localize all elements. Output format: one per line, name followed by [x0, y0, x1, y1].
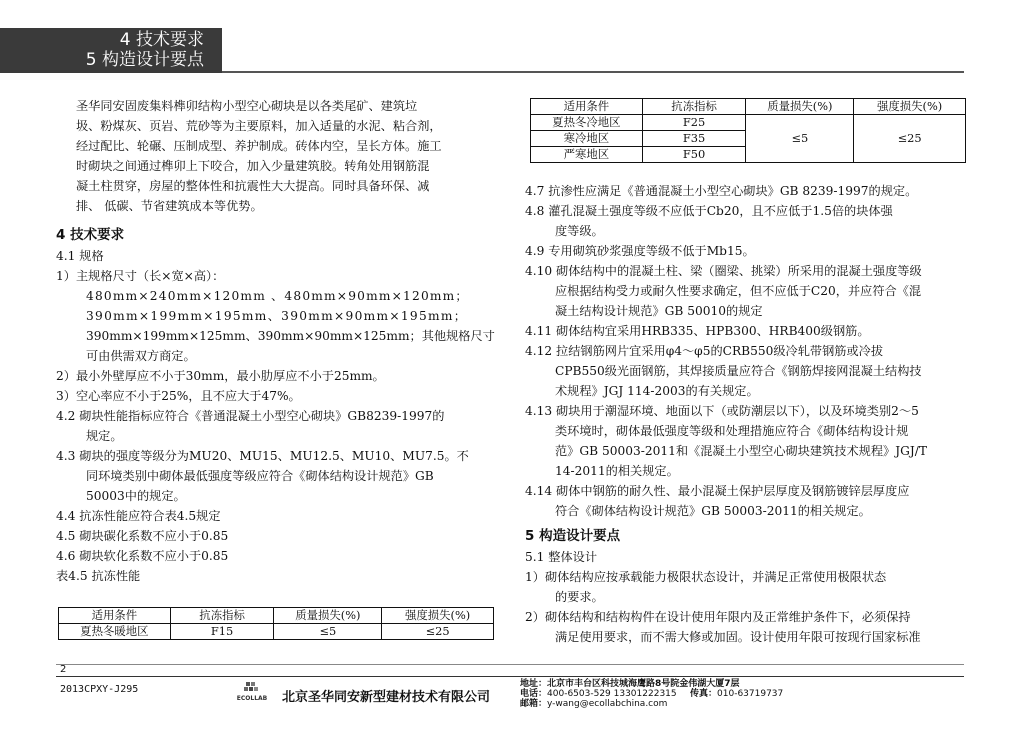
- header-line-2: 5 构造设计要点: [85, 50, 204, 70]
- clause-4-9: 4.9 专用砌筑砂浆强度等级不低于Mb15。: [525, 244, 755, 258]
- clause-4-6: 4.6 砌块软化系数不应小于0.85: [56, 549, 229, 563]
- section-5-title: 5 构造设计要点: [525, 528, 621, 544]
- header-rule: [222, 71, 964, 73]
- clause-5-1-1: 1）砌体结构应按承载能力极限状态设计，并满足正常使用极限状态: [525, 570, 887, 584]
- left-column: [56, 96, 496, 586]
- footer-rule: [56, 676, 964, 677]
- intro-line: 经过配比、轮碾、压制成型、养护制成。砖体内空，呈长方体。施工: [76, 139, 442, 153]
- table-cell: 夏热冬冷地区: [531, 115, 643, 131]
- contact-block: [520, 679, 784, 709]
- clause-4-13-cont: 范》GB 50003-2011和《混凝土小型空心砌块建筑技术规程》JGJ/T: [555, 444, 927, 458]
- address-label: 地址：: [520, 679, 548, 689]
- table-caption: 表4.5 抗冻性能: [56, 569, 141, 583]
- phone: 400-6503-529 13301222315: [547, 689, 677, 699]
- clause-4-13-cont: 类环境时，砌体最低强度等级和处理措施应符合《砌体结构设计规: [555, 424, 909, 438]
- table-cell: ≤25: [382, 624, 494, 640]
- intro-line: 圾、粉煤灰、页岩、荒砂等为主要原料，加入适量的水泥、粘合剂，: [76, 119, 442, 133]
- table-cell: F15: [170, 624, 274, 640]
- clause-5-1-1-cont: 的要求。: [555, 590, 604, 604]
- table-header: 抗冻指标: [642, 99, 746, 115]
- clause-4-10: 4.10 砌体结构中的混凝土柱、梁（圈梁、挑梁）所采用的混凝土强度等级: [525, 264, 922, 278]
- table-cell: F35: [642, 131, 746, 147]
- clause-4-5: 4.5 砌块碳化系数不应小于0.85: [56, 529, 229, 543]
- email: y-wang@ecollabchina.com: [547, 699, 668, 709]
- clause-5-1: 5.1 整体设计: [525, 550, 598, 564]
- clause-4-3: 4.3 砌块的强度等级分为MU20、MU15、MU12.5、MU10、MU7.5。不: [56, 449, 469, 463]
- table-header: 适用条件: [531, 99, 643, 115]
- table-header: 质量损失(%): [746, 99, 854, 115]
- table-cell: F50: [642, 147, 746, 163]
- clause-5-1-2-cont: 满足使用要求，而不需大修或加固。设计使用年限可按现行国家标准: [555, 630, 921, 644]
- clause-4-2: 4.2 砌块性能指标应符合《普通混凝土小型空心砌块》GB8239-1997的: [56, 409, 445, 423]
- clause-4-1-3: 3）空心率应不小于25%，且不应大于47%。: [56, 389, 301, 403]
- clause-4-8-cont: 度等级。: [555, 224, 604, 238]
- table-cell: F25: [642, 115, 746, 131]
- ecollab-logo-icon: [232, 680, 272, 704]
- table-cell: 夏热冬暖地区: [59, 624, 171, 640]
- clause-4-13: 4.13 砌块用于潮湿环境、地面以下（或防潮层以下），以及环境类别2～5: [525, 404, 919, 418]
- table-header: 质量损失(%): [274, 608, 382, 624]
- table-cell: ≤5: [274, 624, 382, 640]
- table-header: 抗冻指标: [170, 608, 274, 624]
- table-header: 强度损失(%): [854, 99, 966, 115]
- header-line-1: 4 技术要求: [119, 30, 204, 50]
- table-header: 强度损失(%): [382, 608, 494, 624]
- clause-4-1: 4.1 规格: [56, 249, 104, 263]
- clause-4-12-cont: 术规程》JGJ 114-2003的有关规定。: [555, 384, 759, 398]
- clause-4-11: 4.11 砌体结构宜采用HRB335、HPB300、HRB400级钢筋。: [525, 324, 870, 338]
- frost-table-left: [58, 607, 494, 640]
- clause-5-1-2: 2）砌体结构和结构构件在设计使用年限内及正常维护条件下，必须保持: [525, 610, 911, 624]
- frost-table-right: [530, 98, 966, 163]
- clause-4-1-2: 2）最小外壁厚应不小于30mm，最小肋厚应不小于25mm。: [56, 369, 385, 383]
- clause-4-3-cont: 同环境类别中砌体最低强度等级应符合《砌体结构设计规范》GB: [86, 469, 434, 483]
- table-header: 适用条件: [59, 608, 171, 624]
- footer-rule-top: [56, 664, 964, 665]
- company-name: 北京圣华同安新型建材技术有限公司: [282, 690, 491, 705]
- table-cell: 寒冷地区: [531, 131, 643, 147]
- company-logo: [232, 680, 272, 704]
- intro-line: 凝土柱贯穿，房屋的整体性和抗震性大大提高。同时具备环保、减: [76, 179, 430, 193]
- clause-4-10-cont: 应根据结构受力或耐久性要求确定，但不应低于C20，并应符合《混: [555, 284, 922, 298]
- clause-4-10-cont: 凝土结构设计规范》GB 50010的规定: [555, 304, 763, 318]
- clause-4-14: 4.14 砌体中钢筋的耐久性、最小混凝土保护层厚度及钢筋镀锌层厚度应: [525, 484, 910, 498]
- page-number: 2: [60, 664, 67, 675]
- intro-line: 圣华同安固废集料榫卯结构小型空心砌块是以各类尾矿、建筑垃: [76, 99, 418, 113]
- atlas-code: 2013CPXY-J295: [60, 684, 139, 695]
- fax-label: 传真：: [690, 689, 718, 699]
- section-4-title: 4 技术要求: [56, 227, 125, 243]
- intro-line: 排、 低碳、节省建筑成本等优势。: [76, 199, 263, 213]
- clause-4-1-1: 1）主规格尺寸（长×宽×高）：: [56, 269, 225, 283]
- clause-4-4: 4.4 抗冻性能应符合表4.5规定: [56, 509, 221, 523]
- clause-4-13-cont: 14-2011的相关规定。: [555, 464, 679, 478]
- clause-4-12-cont: CPB550级光面钢筋，其焊接质量应符合《钢筋焊接网混凝土结构技: [555, 364, 922, 378]
- logo-text: ECOLLAB: [236, 695, 268, 702]
- clause-4-2-cont: 规定。: [86, 429, 123, 443]
- dimension-line: 480mm×240mm×120mm 、480mm×90mm×120mm；: [86, 289, 469, 303]
- email-label: 邮箱：: [520, 699, 548, 709]
- dimension-line: 390mm×199mm×125mm、390mm×90mm×125mm；其他规格尺寸: [86, 329, 495, 343]
- dimension-line: 390mm×199mm×195mm、390mm×90mm×195mm；: [86, 309, 468, 323]
- intro-line: 时砌块之间通过榫卯上下咬合，加入少量建筑胶。转角处用钢筋混: [76, 159, 430, 173]
- address: 北京市丰台区科技城海鹰路8号院金伟湖大厦7层: [547, 679, 740, 689]
- clause-4-12: 4.12 拉结钢筋网片宜采用φ4～φ5的CRB550级冷轧带钢筋或冷拔: [525, 344, 884, 358]
- right-column: [525, 181, 965, 647]
- table-cell-strength-loss: ≤25: [854, 115, 966, 163]
- table-cell-mass-loss: ≤5: [746, 115, 854, 163]
- clause-4-8: 4.8 灌孔混凝土强度等级不应低于Cb20，且不应低于1.5倍的块体强: [525, 204, 893, 218]
- table-cell: 严寒地区: [531, 147, 643, 163]
- phone-label: 电话：: [520, 689, 548, 699]
- fax: 010-63719737: [717, 689, 784, 699]
- clause-4-3-cont: 50003中的规定。: [86, 489, 186, 503]
- chapter-header: [0, 28, 222, 73]
- dimension-line: 可由供需双方商定。: [86, 349, 196, 363]
- clause-4-7: 4.7 抗渗性应满足《普通混凝土小型空心砌块》GB 8239-1997的规定。: [525, 184, 918, 198]
- clause-4-14-cont: 符合《砌体结构设计规范》GB 50003-2011的相关规定。: [555, 504, 871, 518]
